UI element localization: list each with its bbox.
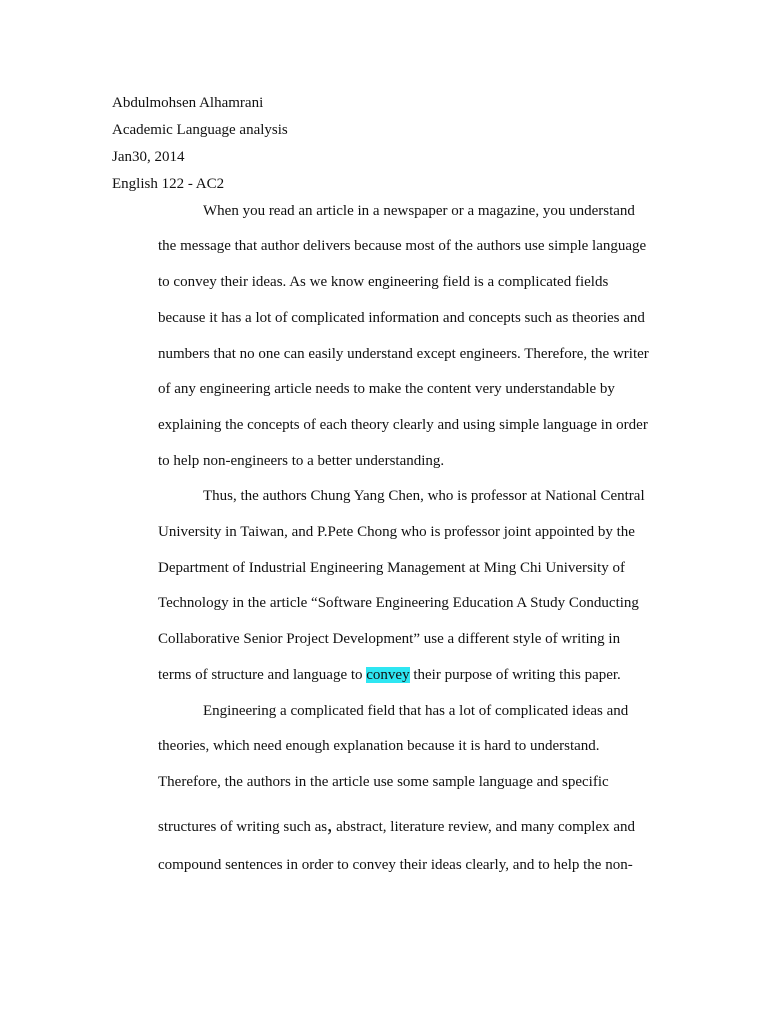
document-date: Jan30, 2014 — [112, 149, 185, 165]
line-text: their purpose of writing this paper. — [409, 667, 621, 683]
paragraph-line — [158, 666, 621, 684]
paragraph-line: Technology in the article “Software Engineering Education A Study Conducting — [158, 595, 639, 611]
paragraph-line: Thus, the authors Chung Yang Chen, who is professor at National Central — [203, 488, 645, 504]
paragraph-line: numbers that no one can easily understand except engineers. Therefore, the writer — [158, 346, 649, 362]
comma-glyph: , — [327, 812, 333, 836]
paragraph-line: When you read an article in a newspaper or a magazine, you understand — [203, 203, 635, 219]
paragraph-line: the message that author delivers because most of the authors use simple language — [158, 238, 647, 254]
highlighted-word: convey — [366, 667, 410, 683]
line-text: abstract, literature review, and many complex and — [332, 819, 636, 835]
paragraph-line: compound sentences in order to convey their ideas clearly, and to help the non- — [158, 857, 633, 873]
paragraph-line: Engineering a complicated field that has a lot of complicated ideas and — [203, 703, 629, 719]
author-name: Abdulmohsen Alhamrani — [112, 95, 264, 111]
paragraph-line: Department of Industrial Engineering Management at Ming Chi University of — [158, 560, 625, 576]
line-text: terms of structure and language to — [158, 667, 367, 683]
paragraph-line — [158, 812, 636, 836]
paragraph-line: to convey their ideas. As we know engineering field is a complicated fields — [158, 274, 609, 290]
paragraph-line: University in Taiwan, and P.Pete Chong who is professor joint appointed by the — [158, 524, 635, 540]
document-title: Academic Language analysis — [112, 122, 288, 138]
paragraph-line: to help non-engineers to a better understanding. — [158, 453, 445, 469]
paragraph-line: theories, which need enough explanation because it is hard to understand. — [158, 738, 600, 754]
paragraph-line: because it has a lot of complicated information and concepts such as theories and — [158, 310, 645, 326]
course-name: English 122 - AC2 — [112, 176, 225, 192]
paragraph-line: explaining the concepts of each theory clearly and using simple language in order — [158, 417, 648, 433]
paragraph-line: of any engineering article needs to make the content very understandable by — [158, 381, 615, 397]
paragraph-line: Collaborative Senior Project Development” use a different style of writing in — [158, 631, 621, 647]
paragraph-line: Therefore, the authors in the article use some sample language and specific — [158, 774, 609, 790]
line-text: structures of writing such as — [158, 819, 328, 835]
